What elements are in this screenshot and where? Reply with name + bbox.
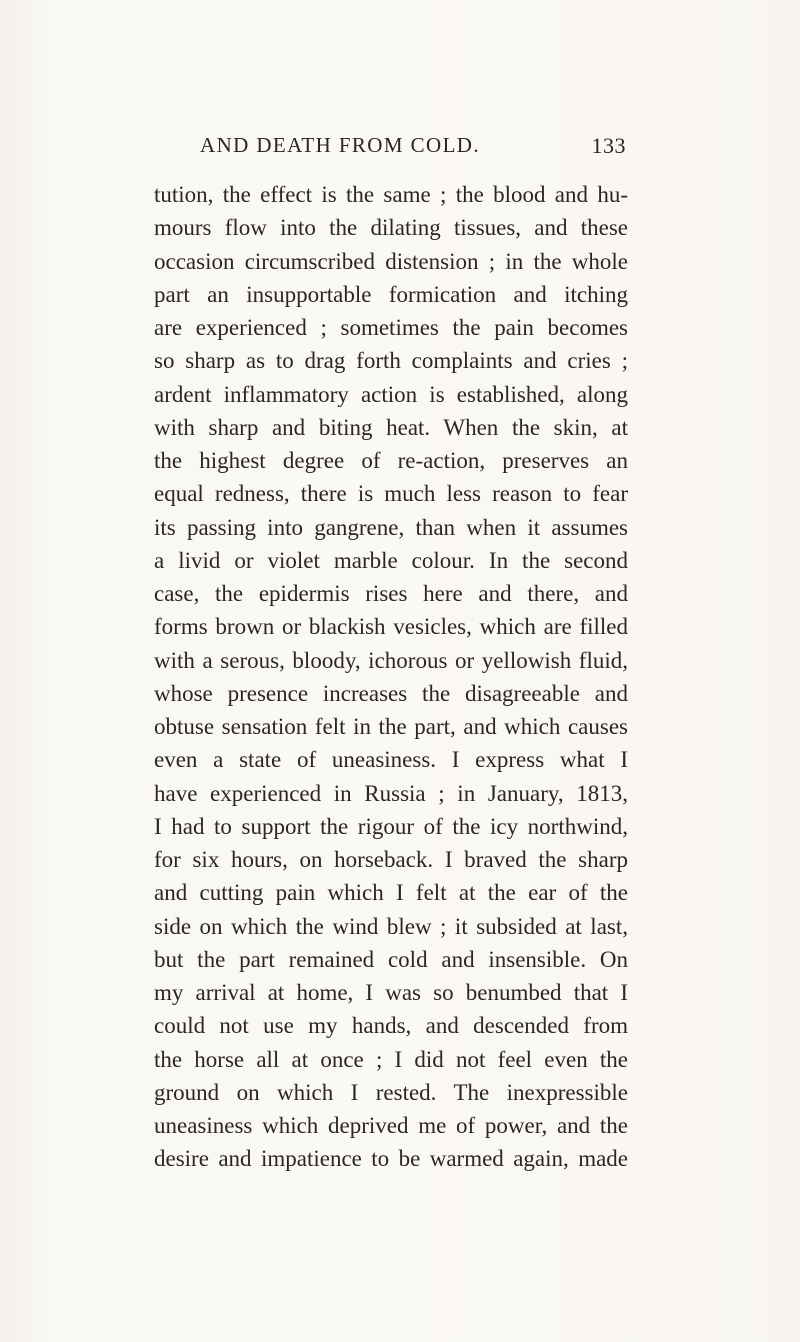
- text-line: ground on which I rested. The inexpressible: [154, 1079, 628, 1105]
- text-line: could not use my hands, and descended from: [154, 1013, 628, 1039]
- text-line: obtuse sensation felt in the part, and which causes: [154, 714, 628, 739]
- text-line: tution, the effect is the same ; the blood and hu-: [154, 182, 628, 207]
- text-line: forms brown or blackish vesicles, which are filled: [154, 614, 628, 640]
- text-line: part an insupportable formication and itching: [154, 281, 628, 307]
- text-line: mours flow into the dilating tissues, and these: [154, 215, 628, 241]
- text-line: equal redness, there is much less reason to fear: [154, 481, 628, 507]
- text-line: my arrival at home, I was so benumbed that I: [154, 980, 628, 1005]
- text-line: even a state of uneasiness. I express what I: [154, 747, 628, 773]
- text-line: with sharp and biting heat. When the skin, at: [154, 414, 628, 440]
- text-line: I had to support the rigour of the icy northwind,: [154, 813, 628, 839]
- text-line: the horse all at once ; I did not feel even the: [154, 1046, 628, 1072]
- running-title: AND DEATH FROM COLD.: [200, 133, 481, 157]
- text-line: ardent inflammatory action is established, along: [154, 381, 628, 407]
- text-line: uneasiness which deprived me of power, and the: [154, 1113, 628, 1138]
- text-line: but the part remained cold and insensible. On: [154, 946, 628, 972]
- text-line: a livid or violet marble colour. In the second: [154, 547, 628, 573]
- text-line: case, the epidermis rises here and there, and: [154, 581, 628, 606]
- text-line: for six hours, on horseback. I braved the sharp: [154, 847, 628, 872]
- text-line: have experienced in Russia ; in January, 1813,: [154, 780, 628, 806]
- text-line: with a serous, bloody, ichorous or yellowish fluid,: [154, 647, 628, 673]
- text-line: desire and impatience to be warmed again, made: [154, 1146, 628, 1172]
- text-line: the highest degree of re-action, preserves an: [154, 448, 628, 473]
- text-line: so sharp as to drag forth complaints and cries ;: [154, 348, 628, 374]
- text-line: its passing into gangrene, than when it assumes: [154, 514, 628, 540]
- text-line: side on which the wind blew ; it subsided at last,: [154, 913, 628, 939]
- page-number: 133: [591, 133, 626, 158]
- body-text: [154, 178, 628, 1176]
- text-line: and cutting pain which I felt at the ear of the: [154, 880, 628, 906]
- running-head: [200, 133, 626, 169]
- text-line: whose presence increases the disagreeable and: [154, 680, 628, 706]
- text-line: are experienced ; sometimes the pain becomes: [154, 315, 628, 340]
- text-line: occasion circumscribed distension ; in the whole: [154, 248, 628, 274]
